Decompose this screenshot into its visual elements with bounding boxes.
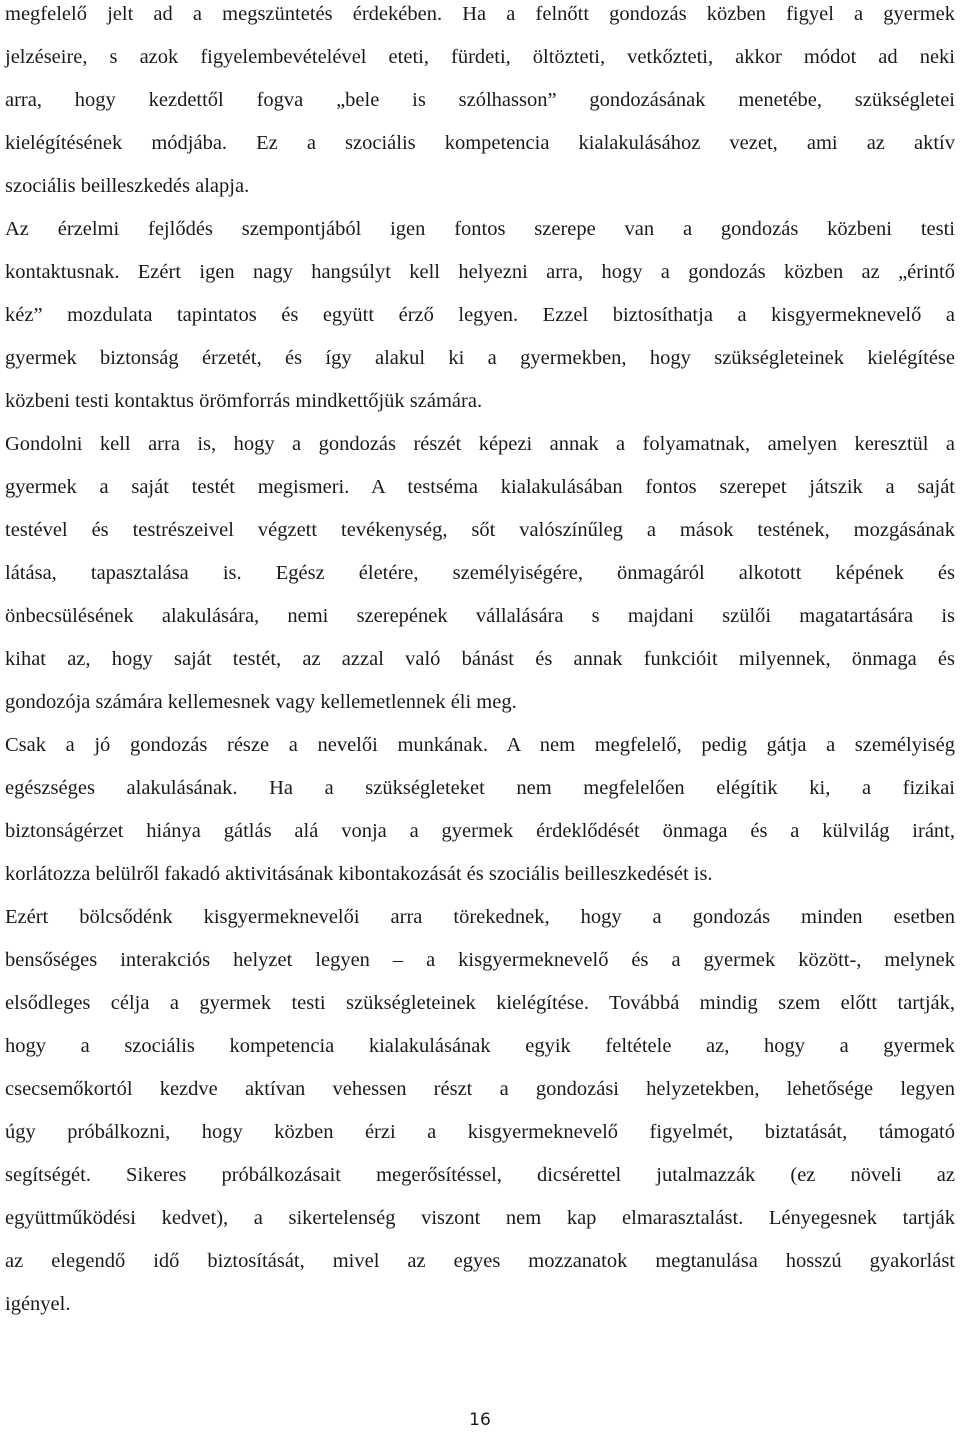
page-number: 16 <box>469 1410 491 1430</box>
text-line: elsődleges célja a gyermek testi szükségleteinek kielégítése. Továbbá mindig szem előtt tartják, <box>5 992 955 1014</box>
text-line: jelzéseire, s azok figyelembevételével eteti, fürdeti, öltözteti, vetkőzteti, akkor módot ad neki <box>5 46 955 68</box>
paragraph <box>5 215 955 430</box>
paragraph <box>5 903 955 1333</box>
text-line: igényel. <box>5 1293 71 1315</box>
text-line: kéz” mozdulata tapintatos és együtt érző legyen. Ezzel biztosíthatja a kisgyermeknevelő a <box>5 304 955 326</box>
text-line: megfelelő jelt ad a megszüntetés érdekében. Ha a felnőtt gondozás közben figyel a gyermek <box>5 3 955 25</box>
text-line: arra, hogy kezdettől fogva „bele is szólhasson” gondozásának menetébe, szükségletei <box>5 89 955 111</box>
text-line: az elegendő idő biztosítását, mivel az egyes mozzanatok megtanulása hosszú gyakorlást <box>5 1250 955 1272</box>
text-line: Az érzelmi fejlődés szempontjából igen fontos szerepe van a gondozás közbeni testi <box>5 218 955 240</box>
paragraph <box>5 430 955 731</box>
paragraph <box>5 0 955 215</box>
text-line: Csak a jó gondozás része a nevelői munkának. A nem megfelelő, pedig gátja a személyiség <box>5 734 955 756</box>
text-line: közbeni testi kontaktus örömforrás mindkettőjük számára. <box>5 390 483 412</box>
paragraph <box>5 731 955 903</box>
text-line: csecsemőkortól kezdve aktívan vehessen részt a gondozási helyzetekben, lehetősége legyen <box>5 1078 955 1100</box>
text-line: együttműködési kedvet), a sikertelenség viszont nem kap elmarasztalást. Lényegesnek tartják <box>5 1207 955 1229</box>
text-line: önbecsülésének alakulására, nemi szerepének vállalására s majdani szülői magatartására is <box>5 605 955 627</box>
text-line: Gondolni kell arra is, hogy a gondozás részét képezi annak a folyamatnak, amelyen keresztül a <box>5 433 955 455</box>
text-line: segítségét. Sikeres próbálkozásait megerősítéssel, dicsérettel jutalmazzák (ez növeli az <box>5 1164 955 1186</box>
text-line: Ezért bölcsődénk kisgyermeknevelői arra törekednek, hogy a gondozás minden esetben <box>5 906 955 928</box>
text-line: kihat az, hogy saját testét, az azzal való bánást és annak funkcióit milyennek, önmaga és <box>5 648 955 670</box>
text-line: egészséges alakulásának. Ha a szükségleteket nem megfelelően elégítik ki, a fizikai <box>5 777 955 799</box>
text-line: gyermek a saját testét megismeri. A testséma kialakulásában fontos szerepet játszik a saját <box>5 476 955 498</box>
text-line: gondozója számára kellemesnek vagy kellemetlennek éli meg. <box>5 691 517 713</box>
text-line: szociális beilleszkedés alapja. <box>5 175 250 197</box>
text-line: testével és testrészeivel végzett tevékenység, sőt valószínűleg a mások testének, mozgásának <box>5 519 955 541</box>
text-line: hogy a szociális kompetencia kialakulásának egyik feltétele az, hogy a gyermek <box>5 1035 955 1057</box>
text-line: látása, tapasztalása is. Egész életére, személyiségére, önmagáról alkotott képének és <box>5 562 955 584</box>
text-line: kontaktusnak. Ezért igen nagy hangsúlyt kell helyezni arra, hogy a gondozás közben az „érintő <box>5 261 955 283</box>
text-line: bensőséges interakciós helyzet legyen – a kisgyermeknevelő és a gyermek között-, melynek <box>5 949 955 971</box>
text-line: korlátozza belülről fakadó aktivitásának kibontakozását és szociális beilleszkedését is. <box>5 863 713 885</box>
body-text <box>5 0 955 1333</box>
text-line: gyermek biztonság érzetét, és így alakul ki a gyermekben, hogy szükségleteinek kielégítése <box>5 347 955 369</box>
text-line: kielégítésének módjába. Ez a szociális kompetencia kialakulásához vezet, ami az aktív <box>5 132 955 154</box>
text-line: úgy próbálkozni, hogy közben érzi a kisgyermeknevelő figyelmét, biztatását, támogató <box>5 1121 955 1143</box>
text-line: biztonságérzet hiánya gátlás alá vonja a gyermek érdeklődését önmaga és a külvilág iránt, <box>5 820 955 842</box>
